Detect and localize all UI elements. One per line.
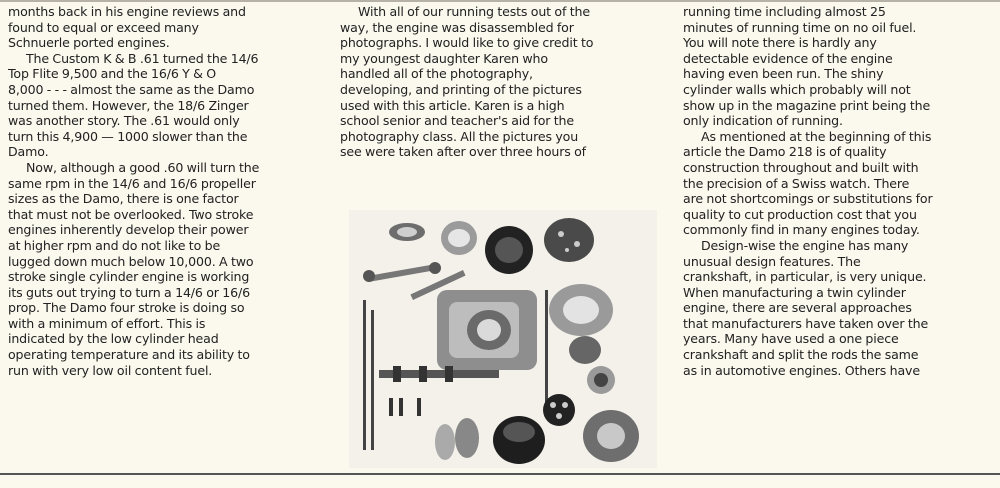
text-line: used with this article. Karen is a high (340, 97, 565, 113)
text-line: Design-wise the engine has many (701, 237, 909, 253)
text-line: show up in the magazine print being the (683, 97, 931, 113)
text-line: engine, there are several approaches (683, 300, 912, 316)
text-line: turn this 4,900 — 1000 slower than the (8, 128, 248, 144)
text-line: The Custom K & B .61 turned the 14/6 (26, 50, 259, 66)
text-line: cylinder walls which probably will not (683, 81, 911, 97)
text-line: sizes as the Damo, there is one factor (8, 191, 239, 207)
text-line: Now, although a good .60 will turn the (26, 159, 260, 175)
text-line: years. Many have used a one piece (683, 331, 899, 347)
text-line: turned them. However, the 18/6 Zinger (8, 97, 249, 113)
text-line: developing, and printing of the pictures (340, 81, 582, 97)
text-line: quality to cut production cost that you (683, 206, 917, 222)
text-line: As mentioned at the beginning of this (701, 128, 932, 144)
text-line: running time including almost 25 (683, 4, 886, 19)
right-column (683, 4, 989, 378)
text-line: only indication of running. (683, 113, 843, 129)
text-line: that manufacturers have taken over the (683, 315, 929, 331)
text-line: months back in his engine reviews and (8, 4, 246, 19)
text-line: construction throughout and built with (683, 159, 919, 175)
text-line: the precision of a Swiss watch. There (683, 175, 910, 191)
text-line: crankshaft and split the rods the same (683, 347, 919, 363)
text-line: same rpm in the 14/6 and 16/6 propeller (8, 175, 256, 191)
text-line: crankshaft, in particular, is very unique. (683, 269, 927, 285)
text-line: at higher rpm and do not like to be (8, 237, 221, 253)
text-line: with a minimum of effort. This is (8, 315, 206, 331)
text-line: as in automotive engines. Others have (683, 362, 920, 378)
text-line: unusual design features. The (683, 253, 861, 269)
text-line: way, the engine was disassembled for (340, 19, 574, 35)
text-line: stroke single cylinder engine is working (8, 269, 250, 285)
text-line: run with very low oil content fuel. (8, 362, 213, 378)
top-rule (0, 0, 1000, 2)
text-line: that must not be overlooked. Two stroke (8, 206, 254, 222)
text-line: prop. The Damo four stroke is doing so (8, 300, 245, 316)
text-line: found to equal or exceed many (8, 19, 199, 35)
text-line: operating temperature and its ability to (8, 347, 250, 363)
disassembled-engine-image (349, 210, 657, 468)
text-line: Schnuerle ported engines. (8, 35, 170, 51)
text-line: indicated by the low cylinder head (8, 331, 219, 347)
text-line: detectable evidence of the engine (683, 50, 893, 66)
text-line: article the Damo 218 is of quality (683, 144, 887, 160)
text-line: You will note there is hardly any (683, 35, 877, 51)
text-line: Damo. (8, 144, 49, 160)
engine-parts-photo (349, 210, 657, 468)
middle-column (340, 4, 646, 160)
text-line: are not shortcomings or substitutions for (683, 191, 933, 207)
text-line: handled all of the photography, (340, 66, 533, 82)
text-line: Top Flite 9,500 and the 16/6 Y & O (8, 66, 217, 82)
text-line: lugged down much below 10,000. A two (8, 253, 254, 269)
text-line: having even been run. The shiny (683, 66, 884, 82)
text-line: minutes of running time on no oil fuel. (683, 19, 917, 35)
text-line: my youngest daughter Karen who (340, 50, 548, 66)
left-column (8, 4, 314, 378)
text-line: see were taken after over three hours of (340, 144, 586, 160)
text-line: 8,000 - - - almost the same as the Damo (8, 81, 255, 97)
text-line: When manufacturing a twin cylinder (683, 284, 906, 300)
text-line: engines inherently develop their power (8, 222, 249, 238)
bottom-rule (0, 473, 1000, 475)
text-line: With all of our running tests out of the (358, 4, 590, 19)
text-line: photographs. I would like to give credit to (340, 35, 594, 51)
text-line: was another story. The .61 would only (8, 113, 240, 129)
text-line: commonly find in many engines today. (683, 222, 920, 238)
text-line: photography class. All the pictures you (340, 128, 579, 144)
text-line: school senior and teacher's aid for the (340, 113, 574, 129)
text-line: its guts out trying to turn a 14/6 or 16/6 (8, 284, 250, 300)
